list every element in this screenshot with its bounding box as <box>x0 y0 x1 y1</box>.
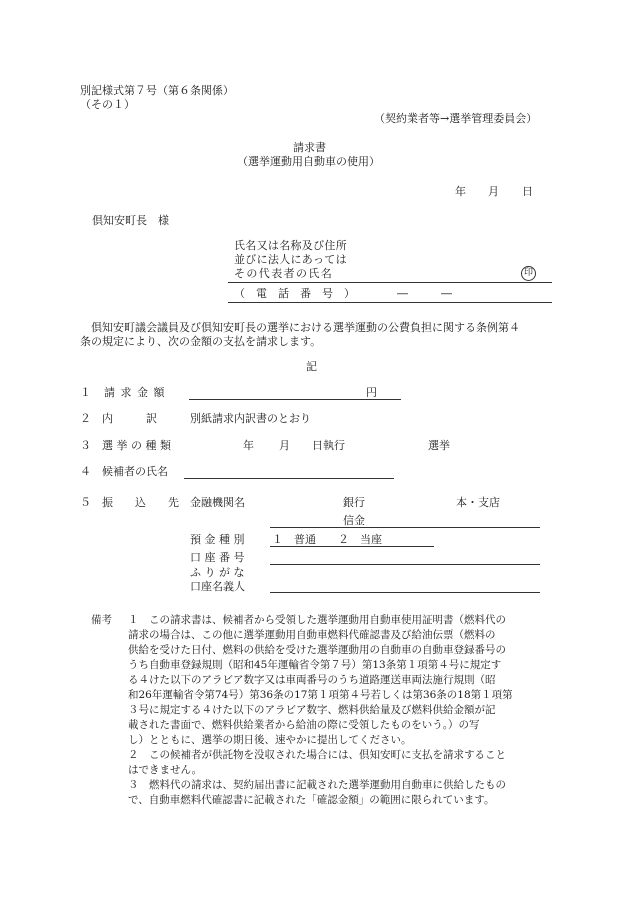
account-holder-label: 口座名義人 <box>190 580 245 593</box>
note-1-line: 和26年運輸省令第74号）第36条の17第１項第４号若しくは第36条の18第１項第 <box>128 689 513 701</box>
intro-line1: 倶知安町議会議員及び倶知安町長の選挙における選挙運動の公費負担に関する条例第４ <box>91 321 520 334</box>
date-month-label: 月 <box>488 185 499 198</box>
account-holder-line[interactable] <box>270 592 540 593</box>
breakdown-value: 別紙請求内訳書のとおり <box>190 412 311 425</box>
election-year-label: 年 <box>243 439 254 452</box>
phone-underline <box>228 302 552 303</box>
furigana-label: ふ り が な <box>190 566 245 579</box>
note-1-line: 載された書面で、燃料供給業者から給油の際に受領したものをいう。）の写 <box>128 719 480 731</box>
note-3-line: ３ 燃料代の請求は、契約届出書に記載された選挙運動用自動車に供給したもの <box>128 779 506 791</box>
notes-label: 備考 <box>91 614 112 626</box>
routing-note: （契約業者等→選挙管理委員会） <box>374 112 538 125</box>
note-3-line: で、自動車燃料代確認書に記載された「確認金額」の範囲に限られています。 <box>128 794 495 806</box>
claimant-label-line2: 並びに法人にあっては <box>234 253 347 266</box>
election-day-label: 日執行 <box>312 439 345 452</box>
date-day-label: 日 <box>522 185 533 198</box>
document-title: 請求書 <box>293 141 326 154</box>
transfer-label: ５ 振 込 先 <box>80 496 179 509</box>
note-2-line: はできません。 <box>128 764 203 776</box>
amount-label: １ 請 求 金 額 <box>80 386 166 399</box>
form-number: 別記様式第７号（第６条関係） <box>80 84 234 97</box>
note-1-line: ３号に規定する４けた以下のアラビア数字、燃料供給量及び燃料供給金額が記 <box>128 704 496 716</box>
breakdown-label: ２ 内 訳 <box>80 412 157 425</box>
claimant-label-line1: 氏名又は名称及び住所 <box>234 239 347 252</box>
claimant-label-line3: その代表者の氏名 <box>234 267 334 280</box>
account-number-label: 口 座 番 号 <box>190 551 245 564</box>
deposit-type-line <box>270 546 434 547</box>
addressee: 倶知安町長 様 <box>92 214 169 227</box>
account-number-line[interactable] <box>270 564 540 565</box>
note-1-line: １ この請求書は、候補者から受領した選挙運動用自動車使用証明書（燃料代の <box>128 614 506 626</box>
branch-suffix: 本・支店 <box>456 496 500 509</box>
candidate-name-label: ４ 候補者の氏名 <box>80 465 168 478</box>
note-1-line: し）とともに、選挙の期日後、速やかに提出してください。 <box>128 734 412 746</box>
bank-name-label: 金融機関名 <box>190 496 245 509</box>
seal-mark-icon: 印 <box>521 266 536 281</box>
election-month-label: 月 <box>279 439 290 452</box>
credit-union-label: 信金 <box>343 514 365 527</box>
claimant-name-underline <box>228 282 552 283</box>
intro-line2: 条の規定により、次の金額の支払を請求します。 <box>80 335 322 348</box>
bank-name-line[interactable] <box>270 527 540 528</box>
amount-field-line[interactable] <box>189 399 401 400</box>
bank-suffix: 銀行 <box>343 496 365 509</box>
form-part: （その１） <box>80 98 135 111</box>
ki-heading: 記 <box>306 360 317 373</box>
election-suffix: 選挙 <box>428 439 450 452</box>
date-year-label: 年 <box>455 185 466 198</box>
document-subtitle: （選挙運動用自動車の使用） <box>237 155 380 168</box>
phone-value: ― ― <box>397 287 452 300</box>
deposit-type-label: 預 金 種 別 <box>190 533 245 546</box>
note-1-line: る４けた以下のアラビア数字又は車両番号のうち道路運送車両法施行規則（昭 <box>128 674 496 686</box>
election-type-label: ３ 選 挙 の 種 類 <box>80 439 171 452</box>
deposit-type-options[interactable]: １ 普通 ２ 当座 <box>272 533 382 546</box>
note-2-line: ２ この候補者が供託物を没収された場合には、倶知安町に支払を請求すること <box>128 749 506 761</box>
amount-unit: 円 <box>366 386 377 399</box>
note-1-line: 供給を受けた日付、燃料の供給を受けた選挙運動用の自動車の自動車登録番号の <box>128 644 506 656</box>
candidate-name-line[interactable] <box>184 478 394 479</box>
note-1-line: うち自動車登録規則（昭和45年運輸省令第７号）第13条第１項第４号に規定す <box>128 659 502 671</box>
note-1-line: 請求の場合は、この他に選挙運動用自動車燃料代確認書及び給油伝票（燃料の <box>128 629 496 641</box>
phone-label: （ 電 話 番 号 ） <box>234 287 355 300</box>
